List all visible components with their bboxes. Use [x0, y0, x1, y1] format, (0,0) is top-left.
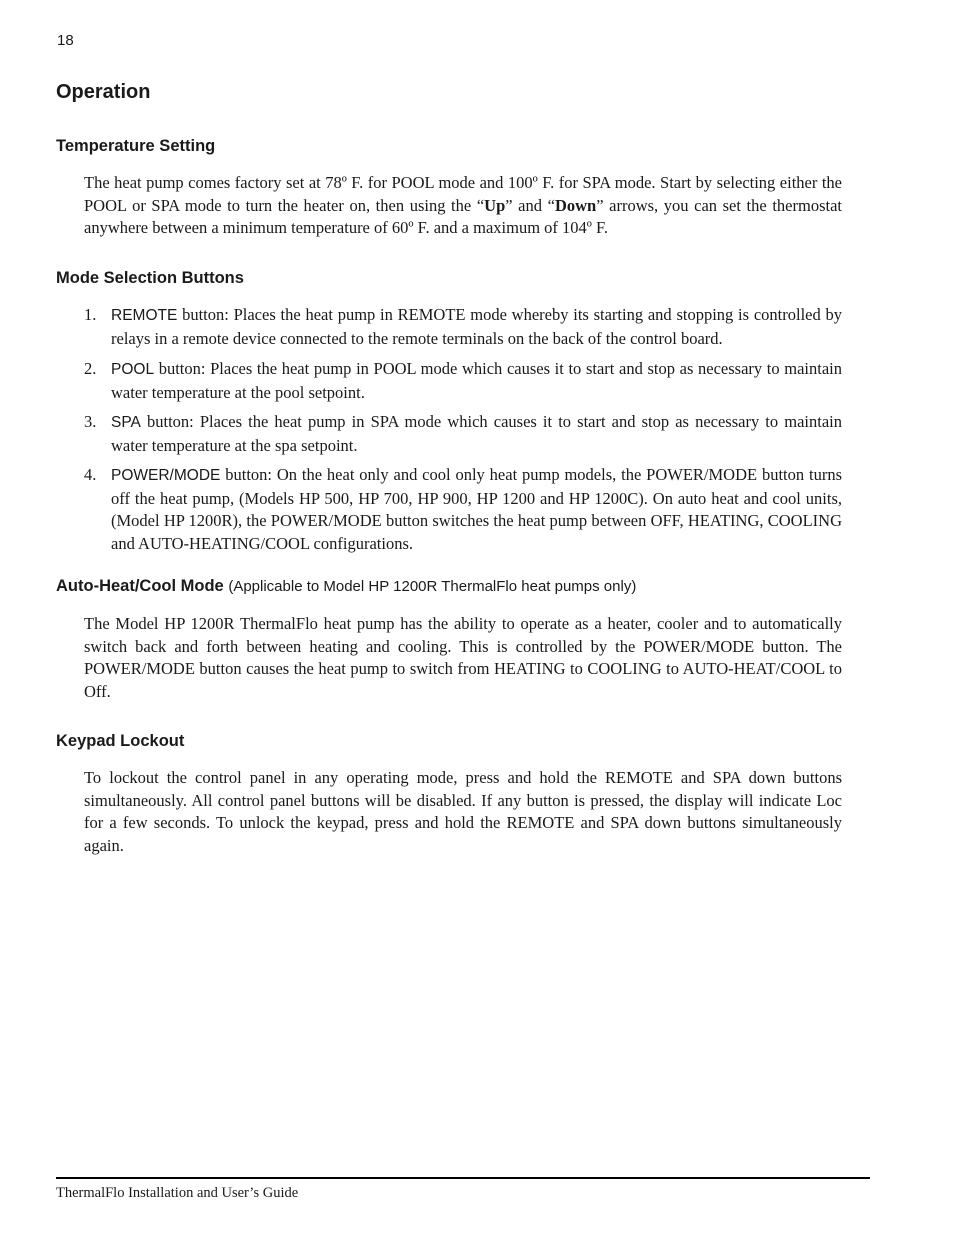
list-number: 3. [84, 412, 97, 431]
temperature-text-end: ” arrows, you can set the thermostat anywhere between a minimum temperature of 60º F. and a maximum of 104º F. [84, 195, 842, 238]
up-label: Up [484, 195, 506, 215]
down-label: Down [554, 195, 597, 215]
remote-description: button: Places the heat pump in REMOTE mode whereby its starting and stopping is controlled by relays in a remote device connected to the remote terminals on the back of the control board. [111, 305, 842, 348]
mode-selection-heading: Mode Selection Buttons [56, 269, 244, 287]
pool-button-name: POOL [111, 361, 155, 378]
auto-heat-cool-heading [56, 577, 636, 596]
auto-heat-cool-note: (Applicable to Model HP 1200R ThermalFlo heat pumps only) [228, 578, 637, 595]
page-title: Operation [56, 81, 151, 103]
power-mode-button-name: POWER/MODE [111, 467, 221, 484]
remote-button-name: REMOTE [111, 307, 178, 324]
spa-button-name: SPA [111, 414, 141, 431]
temperature-text-middle: ” and “ [505, 195, 555, 215]
keypad-lockout-heading: Keypad Lockout [56, 732, 185, 750]
list-item-remote [84, 304, 842, 350]
list-number: 4. [84, 465, 97, 484]
list-item-spa [84, 411, 842, 457]
spa-description: button: Places the heat pump in SPA mode which causes it to start and stop as necessary to maintain water temperature at the spa setpoint. [111, 412, 842, 455]
list-number: 1. [84, 305, 97, 324]
temperature-setting-paragraph [84, 172, 842, 240]
auto-heat-cool-paragraph: The Model HP 1200R ThermalFlo heat pump has the ability to operate as a heater, cooler and to automatically switch back and forth between heating and cooling. This is controlled by the POWER/MODE button. The POWER/MODE button causes the heat pump to switch from HEATING to COOLING to AUTO-HEAT/COOL to Off. [84, 614, 842, 702]
pool-description: button: Places the heat pump in POOL mode which causes it to start and stop as necessary to maintain water temperature at the pool setpoint. [111, 359, 842, 402]
power-mode-description: button: On the heat only and cool only heat pump models, the POWER/MODE button turns off the heat pump, (Models HP 500, HP 700, HP 900, HP 1200 and HP 1200C). On auto heat and cool units, (Model HP 1200R), the POWER/MODE button switches the heat pump between OFF, HEATING, COOLING and AUTO-HEATING/COOL configurations. [111, 465, 842, 554]
footer-divider [56, 1177, 870, 1179]
page-number: 18 [57, 32, 74, 49]
temperature-text-start: The heat pump comes factory set at 78º F. for POOL mode and 100º F. for SPA mode. Start by selecting either the POOL or SPA mode to turn the heater on, then using the “ [84, 173, 842, 215]
list-item-pool [84, 358, 842, 404]
temperature-setting-heading: Temperature Setting [56, 137, 216, 155]
keypad-lockout-paragraph: To lockout the control panel in any operating mode, press and hold the REMOTE and SPA down buttons simultaneously. All control panel buttons will be disabled. If any button is pressed, the display will indicate Loc for a few seconds. To unlock the keypad, press and hold the REMOTE and SPA down buttons simultaneously again. [84, 768, 842, 856]
footer-title: ThermalFlo Installation and User’s Guide [56, 1185, 299, 1201]
list-item-power-mode [84, 464, 842, 556]
auto-heat-cool-title: Auto-Heat/Cool Mode [56, 577, 224, 595]
list-number: 2. [84, 359, 97, 378]
